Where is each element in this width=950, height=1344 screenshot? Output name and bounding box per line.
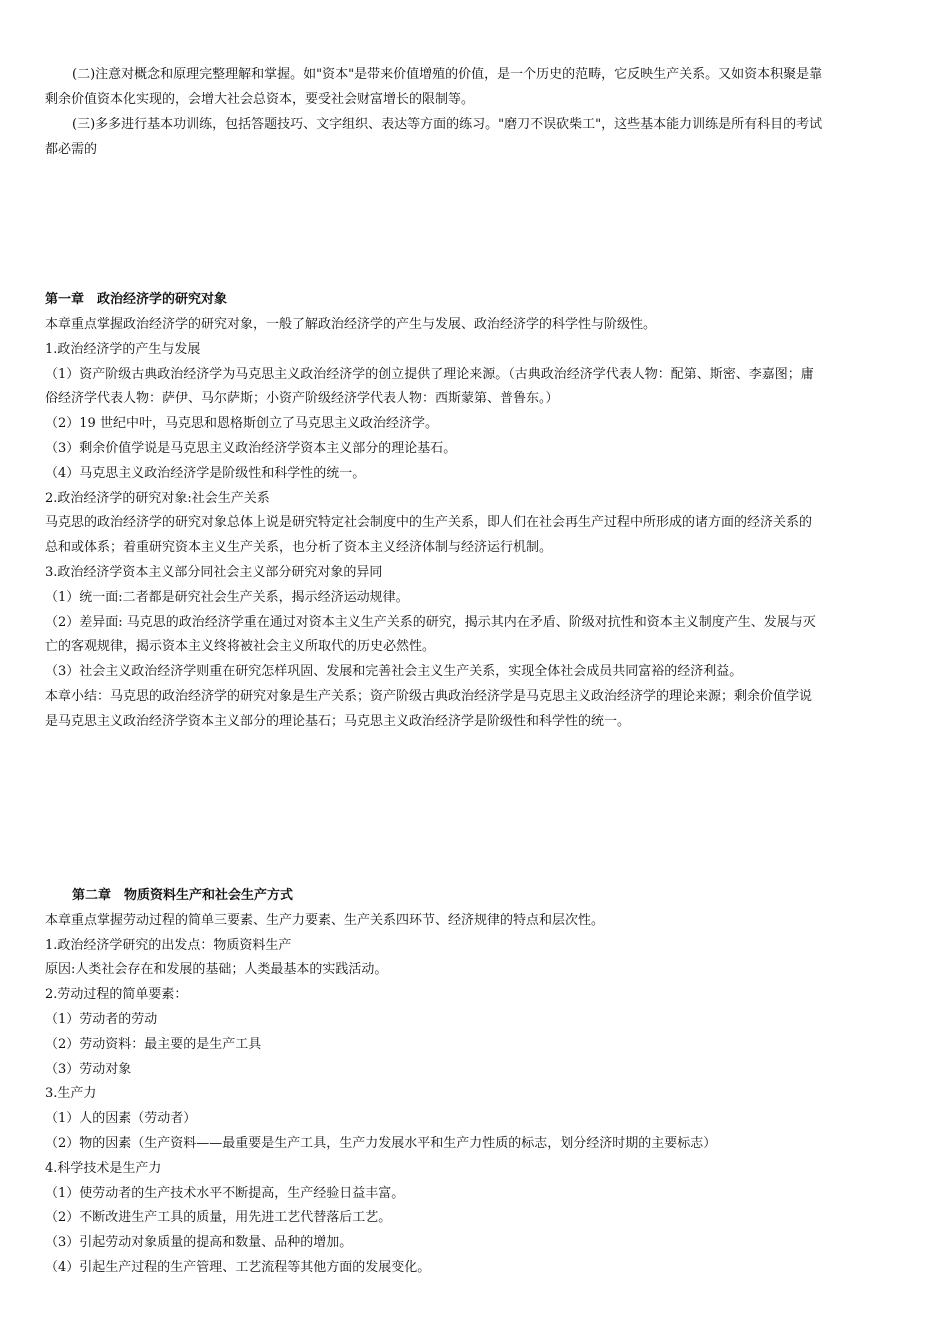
chapter-1-line: （2）19 世纪中叶，马克思和恩格斯创立了马克思主义政治经济学。 [45, 416, 438, 431]
chapter-2-title: 第二章 物质资料生产和社会生产方式 [72, 888, 294, 903]
chapter-1-line: 马克思的政治经济学的研究对象总体上说是研究特定社会制度中的生产关系，即人们在社会再生产过程中所形成的诸方面的经济关系的 [45, 515, 813, 530]
chapter-2-line: 本章重点掌握劳动过程的简单三要素、生产力要素、生产关系四环节、经济规律的特点和层次性。 [45, 913, 605, 928]
intro-paragraph-2-line-2: 剩余价值资本化实现的，会增大社会总资本，要受社会财富增长的限制等。 [45, 92, 475, 107]
chapter-2-line: （3）劳动对象 [45, 1062, 132, 1077]
chapter-1-line: 总和或体系；着重研究资本主义生产关系，也分析了资本主义经济体制与经济运行机制。 [45, 540, 553, 555]
chapter-1-line: （1）统一面:二者都是研究社会生产关系，揭示经济运动规律。 [45, 590, 409, 605]
chapter-1-line: （1）资产阶级古典政治经济学为马克思主义政治经济学的创立提供了理论来源。（古典政治经济学代表人物：配第、斯密、李嘉图；庸 [45, 367, 814, 382]
chapter-2-line: （4）引起生产过程的生产管理、工艺流程等其他方面的发展变化。 [45, 1260, 431, 1275]
chapter-2-line: （2）物的因素（生产资料——最重要是生产工具，生产力发展水平和生产力性质的标志，划分经济时期的主要标志） [45, 1136, 717, 1151]
chapter-2-line: （1）使劳动者的生产技术水平不断提高，生产经验日益丰富。 [45, 1186, 405, 1201]
chapter-1-line: 1.政治经济学的产生与发展 [45, 342, 201, 357]
chapter-1-line: 亡的客观规律，揭示资本主义终将被社会主义所取代的历史必然性。 [45, 639, 436, 654]
intro-paragraph-2-line-1: (二)注意对概念和原理完整理解和掌握。如"资本"是带来价值增殖的价值，是一个历史的范畴，它反映生产关系。又如资本积聚是靠 [72, 67, 823, 82]
chapter-2-line: 原因:人类社会存在和发展的基础；人类最基本的实践活动。 [45, 962, 388, 977]
chapter-2-line: 2.劳动过程的简单要素： [45, 987, 188, 1002]
chapter-1-line: 本章小结：马克思的政治经济学的研究对象是生产关系；资产阶级古典政治经济学是马克思主义政治经济学的理论来源；剩余价值学说 [45, 689, 813, 704]
chapter-1-line: （3）剩余价值学说是马克思主义政治经济学资本主义部分的理论基石。 [45, 441, 457, 456]
chapter-1-title: 第一章 政治经济学的研究对象 [45, 292, 228, 307]
chapter-2-line: （2）劳动资料：最主要的是生产工具 [45, 1037, 262, 1052]
chapter-1-line: 2.政治经济学的研究对象:社会生产关系 [45, 491, 270, 506]
intro-paragraph-3-line-1: (三)多多进行基本功训练，包括答题技巧、文字组织、表达等方面的练习。"磨刀不误砍柴工"，这些基本能力训练是所有科目的考试 [72, 117, 823, 132]
chapter-2-line: （3）引起劳动对象质量的提高和数量、品种的增加。 [45, 1235, 353, 1250]
chapter-1-line: （4）马克思主义政治经济学是阶级性和科学性的统一。 [45, 466, 366, 481]
chapter-1-line: （3）社会主义政治经济学则重在研究怎样巩固、发展和完善社会主义生产关系，实现全体社会成员共同富裕的经济利益。 [45, 664, 743, 679]
chapter-1-line: 是马克思主义政治经济学资本主义部分的理论基石；马克思主义政治经济学是阶级性和科学性的统一。 [45, 714, 631, 729]
chapter-2-line: （1）劳动者的劳动 [45, 1012, 158, 1027]
chapter-1-line: （2）差异面: 马克思的政治经济学重在通过对资本主义生产关系的研究，揭示其内在矛盾、阶级对抗性和资本主义制度产生、发展与灭 [45, 615, 816, 630]
chapter-1-line: 俗经济学代表人物：萨伊、马尔萨斯；小资产阶级经济学代表人物：西斯蒙第、普鲁东。） [45, 391, 559, 406]
chapter-2-line: 4.科学技术是生产力 [45, 1161, 162, 1176]
chapter-2-line: （1）人的因素（劳动者） [45, 1111, 197, 1126]
chapter-2-line: （2）不断改进生产工具的质量，用先进工艺代替落后工艺。 [45, 1210, 392, 1225]
intro-paragraph-3-line-2: 都必需的 [45, 142, 98, 157]
chapter-1-line: 3.政治经济学资本主义部分同社会主义部分研究对象的异同 [45, 565, 383, 580]
chapter-1-line: 本章重点掌握政治经济学的研究对象，一般了解政治经济学的产生与发展、政治经济学的科学性与阶级性。 [45, 317, 657, 332]
chapter-2-line: 1.政治经济学研究的出发点：物质资料生产 [45, 938, 292, 953]
chapter-2-line: 3.生产力 [45, 1086, 97, 1101]
